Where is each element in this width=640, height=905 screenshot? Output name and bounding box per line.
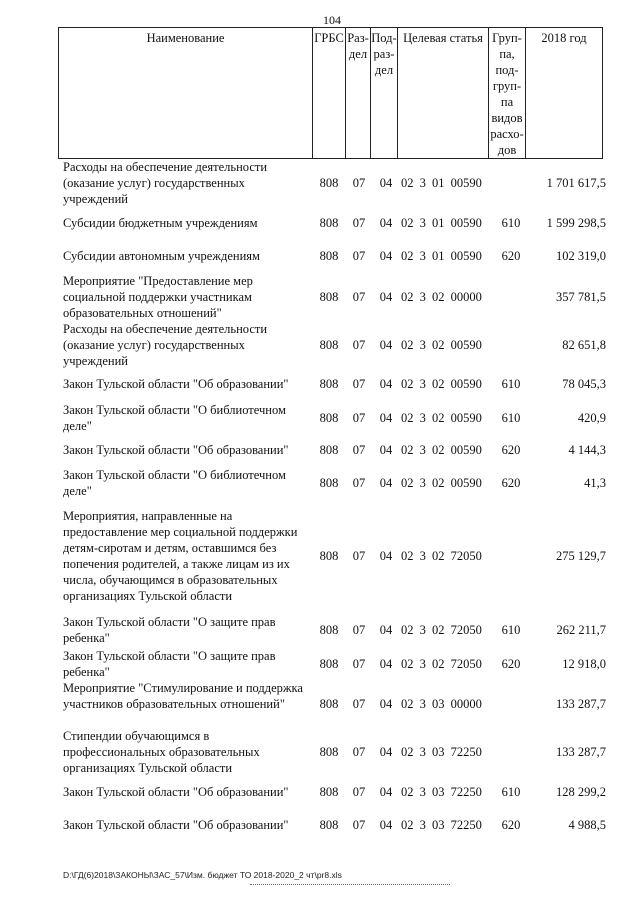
row-amount: 262 211,7 <box>556 623 606 637</box>
row-grbs: 808 <box>319 249 339 263</box>
row-razdel: 07 <box>352 818 366 832</box>
row-target: 02 3 03 72250 <box>401 745 482 759</box>
row-name: Закон Тульской области "Об образовании" <box>63 443 289 457</box>
row-name: Закон Тульской области "О библиотечном деле" <box>63 403 286 433</box>
row-name: Субсидии бюджетным учреждениям <box>63 216 258 230</box>
row-grbs: 808 <box>319 443 339 457</box>
row-group: 610 <box>501 785 521 799</box>
row-target: 02 3 03 00000 <box>401 697 482 711</box>
row-name: Мероприятие "Предоставление мер социальной поддержки участникам образовательных отношений" <box>63 274 253 320</box>
col-razdel-header: Раз- дел <box>346 28 371 159</box>
row-grbs: 808 <box>319 549 339 563</box>
row-target: 02 3 02 00590 <box>401 443 482 457</box>
row-razdel: 07 <box>352 377 366 391</box>
row-razdel: 07 <box>352 745 366 759</box>
row-amount: 128 299,2 <box>556 785 606 799</box>
row-group: 610 <box>501 411 521 425</box>
row-podrazdel: 04 <box>379 745 393 759</box>
row-group: 620 <box>501 443 521 457</box>
row-amount: 357 781,5 <box>556 290 606 304</box>
row-target: 02 3 01 00590 <box>401 216 482 230</box>
row-podrazdel: 04 <box>379 549 393 563</box>
row-target: 02 3 01 00590 <box>401 176 482 190</box>
row-name: Закон Тульской области "Об образовании" <box>63 377 289 391</box>
row-target: 02 3 02 00000 <box>401 290 482 304</box>
row-amount: 4 144,3 <box>568 443 606 457</box>
row-target: 02 3 02 00590 <box>401 476 482 490</box>
row-amount: 4 988,5 <box>568 818 606 832</box>
row-target: 02 3 01 00590 <box>401 249 482 263</box>
row-amount: 78 045,3 <box>562 377 606 391</box>
row-podrazdel: 04 <box>379 290 393 304</box>
row-amount: 1 599 298,5 <box>546 216 606 230</box>
row-name: Расходы на обеспечение деятельности (оказание услуг) государственных учреждений <box>63 160 268 206</box>
row-grbs: 808 <box>319 290 339 304</box>
row-razdel: 07 <box>352 476 366 490</box>
row-grbs: 808 <box>319 623 339 637</box>
row-target: 02 3 02 72050 <box>401 657 482 671</box>
row-razdel: 07 <box>352 549 366 563</box>
row-name: Закон Тульской области "Об образовании" <box>63 818 289 832</box>
row-podrazdel: 04 <box>379 697 393 711</box>
row-podrazdel: 04 <box>379 377 393 391</box>
row-razdel: 07 <box>352 443 366 457</box>
table-header <box>58 27 603 159</box>
row-name: Мероприятия, направленные на предоставление мер социальной поддержки детям-сиротам и детям, оставшимся без попечения родителей, а также лицам из их числа, обучающимся в образовательных организациях Тульской области <box>63 509 298 603</box>
row-target: 02 3 02 72050 <box>401 549 482 563</box>
row-podrazdel: 04 <box>379 476 393 490</box>
row-razdel: 07 <box>352 785 366 799</box>
row-amount: 420,9 <box>577 411 606 425</box>
col-year-header: 2018 год <box>526 28 603 159</box>
row-grbs: 808 <box>319 697 339 711</box>
row-target: 02 3 02 00590 <box>401 338 482 352</box>
row-group: 620 <box>501 249 521 263</box>
row-grbs: 808 <box>319 476 339 490</box>
row-grbs: 808 <box>319 411 339 425</box>
row-name: Закон Тульской области "О защите прав ребенка" <box>63 615 276 645</box>
row-group: 620 <box>501 657 521 671</box>
row-podrazdel: 04 <box>379 338 393 352</box>
row-razdel: 07 <box>352 338 366 352</box>
col-grbs-header: ГРБС <box>313 28 346 159</box>
row-target: 02 3 03 72250 <box>401 785 482 799</box>
row-name: Стипендии обучающимся в профессиональных образовательных организациях Тульской области <box>63 729 260 775</box>
row-razdel: 07 <box>352 290 366 304</box>
row-group: 610 <box>501 216 521 230</box>
col-podrazdel-header: Под- раз- дел <box>371 28 398 159</box>
row-amount: 133 287,7 <box>556 745 606 759</box>
row-podrazdel: 04 <box>379 176 393 190</box>
row-name: Субсидии автономным учреждениям <box>63 249 260 263</box>
row-amount: 275 129,7 <box>556 549 606 563</box>
row-podrazdel: 04 <box>379 818 393 832</box>
row-amount: 1 701 617,5 <box>546 176 606 190</box>
row-podrazdel: 04 <box>379 785 393 799</box>
row-group: 620 <box>501 818 521 832</box>
row-razdel: 07 <box>352 176 366 190</box>
row-amount: 41,3 <box>584 476 606 490</box>
row-target: 02 3 02 72050 <box>401 623 482 637</box>
row-amount: 102 319,0 <box>556 249 606 263</box>
row-grbs: 808 <box>319 176 339 190</box>
col-name-header: Наименование <box>59 28 313 159</box>
row-name: Мероприятие "Стимулирование и поддержка участников образовательных отношений" <box>63 681 303 711</box>
row-razdel: 07 <box>352 623 366 637</box>
row-name: Закон Тульской области "О библиотечном деле" <box>63 468 286 498</box>
row-podrazdel: 04 <box>379 657 393 671</box>
row-grbs: 808 <box>319 377 339 391</box>
row-amount: 133 287,7 <box>556 697 606 711</box>
row-name: Закон Тульской области "О защите прав ребенка" <box>63 649 276 679</box>
row-grbs: 808 <box>319 657 339 671</box>
row-podrazdel: 04 <box>379 249 393 263</box>
row-razdel: 07 <box>352 216 366 230</box>
row-target: 02 3 03 72250 <box>401 818 482 832</box>
row-razdel: 07 <box>352 249 366 263</box>
col-target-header: Целевая статья <box>398 28 489 159</box>
row-grbs: 808 <box>319 745 339 759</box>
row-podrazdel: 04 <box>379 623 393 637</box>
row-group: 610 <box>501 623 521 637</box>
row-amount: 12 918,0 <box>562 657 606 671</box>
row-group: 620 <box>501 476 521 490</box>
file-path-footer: D:\ГД(6)2018\ЗАКОНЫ\ЗАС_57\Изм. бюджет ТО 2018-2020_2 чт\pr8.xls <box>63 870 342 880</box>
col-group-header: Груп- па, под- груп- па видов расхо- дов <box>489 28 526 159</box>
row-razdel: 07 <box>352 411 366 425</box>
row-grbs: 808 <box>319 338 339 352</box>
row-name: Расходы на обеспечение деятельности (оказание услуг) государственных учреждений <box>63 322 268 368</box>
page-number: 104 <box>323 13 341 27</box>
row-podrazdel: 04 <box>379 216 393 230</box>
row-name: Закон Тульской области "Об образовании" <box>63 785 289 799</box>
row-amount: 82 651,8 <box>562 338 606 352</box>
row-razdel: 07 <box>352 697 366 711</box>
row-group: 610 <box>501 377 521 391</box>
row-grbs: 808 <box>319 785 339 799</box>
row-razdel: 07 <box>352 657 366 671</box>
row-grbs: 808 <box>319 818 339 832</box>
row-target: 02 3 02 00590 <box>401 377 482 391</box>
row-podrazdel: 04 <box>379 411 393 425</box>
row-podrazdel: 04 <box>379 443 393 457</box>
row-target: 02 3 02 00590 <box>401 411 482 425</box>
footer-divider <box>250 884 450 887</box>
row-grbs: 808 <box>319 216 339 230</box>
